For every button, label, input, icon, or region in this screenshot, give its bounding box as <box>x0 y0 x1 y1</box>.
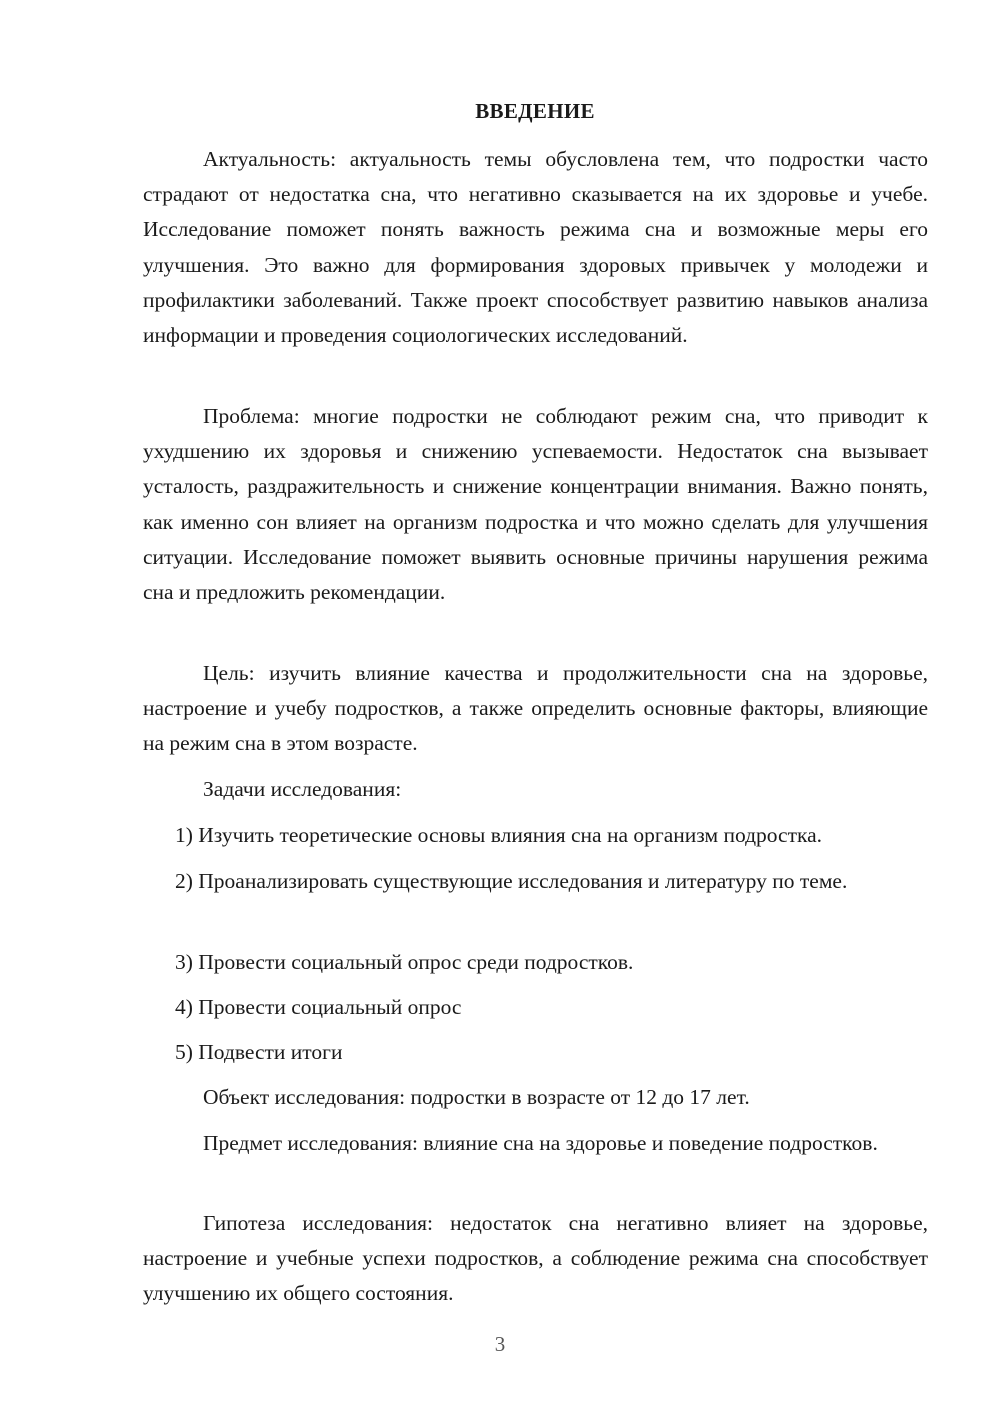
problem-paragraph: Проблема: многие подростки не соблюдают режим сна, что приводит к ухудшению их здоровья и снижению успеваемости. Недостаток сна вызывает усталость, раздражительность и снижение концентрации внимания. Важно понять, как именно сон влияет на организм подростка и что можно сделать для улучшения ситуации. Исследование поможет выявить основные причины нарушения режима сна и предложить рекомендации. <box>143 404 928 605</box>
task-item-5: 5) Подвести итоги <box>175 1040 343 1064</box>
tasks-title: Задачи исследования: <box>203 777 402 801</box>
task-item-1: 1) Изучить теоретические основы влияния сна на организм подростка. <box>175 823 823 847</box>
subject-paragraph: Предмет исследования: влияние сна на здоровье и поведение подростков. <box>203 1131 878 1155</box>
section-heading: ВВЕДЕНИЕ <box>475 99 595 123</box>
page-number: 3 <box>494 1332 506 1356</box>
task-item-3: 3) Провести социальный опрос среди подростков. <box>175 950 634 974</box>
relevance-paragraph: Актуальность: актуальность темы обусловлена тем, что подростки часто страдают от недостатка сна, что негативно сказывается на их здоровье и учебе. Исследование поможет понять важность режима сна и возможные меры его улучшения. Это важно для формирования здоровых привычек у молодежи и профилактики заболеваний. Также проект способствует развитию навыков анализа информации и проведения социологических исследований. <box>143 147 928 348</box>
hypothesis-paragraph: Гипотеза исследования: недостаток сна негативно влияет на здоровье, настроение и учебные успехи подростков, а соблюдение режима сна способствует улучшению их общего состояния. <box>143 1211 928 1306</box>
goal-paragraph: Цель: изучить влияние качества и продолжительности сна на здоровье, настроение и учебу подростков, а также определить основные факторы, влияющие на режим сна в этом возрасте. <box>143 661 928 756</box>
task-item-2: 2) Проанализировать существующие исследования и литературу по теме. <box>175 869 848 893</box>
object-paragraph: Объект исследования: подростки в возрасте от 12 до 17 лет. <box>203 1085 750 1109</box>
task-item-4: 4) Провести социальный опрос <box>175 995 462 1019</box>
